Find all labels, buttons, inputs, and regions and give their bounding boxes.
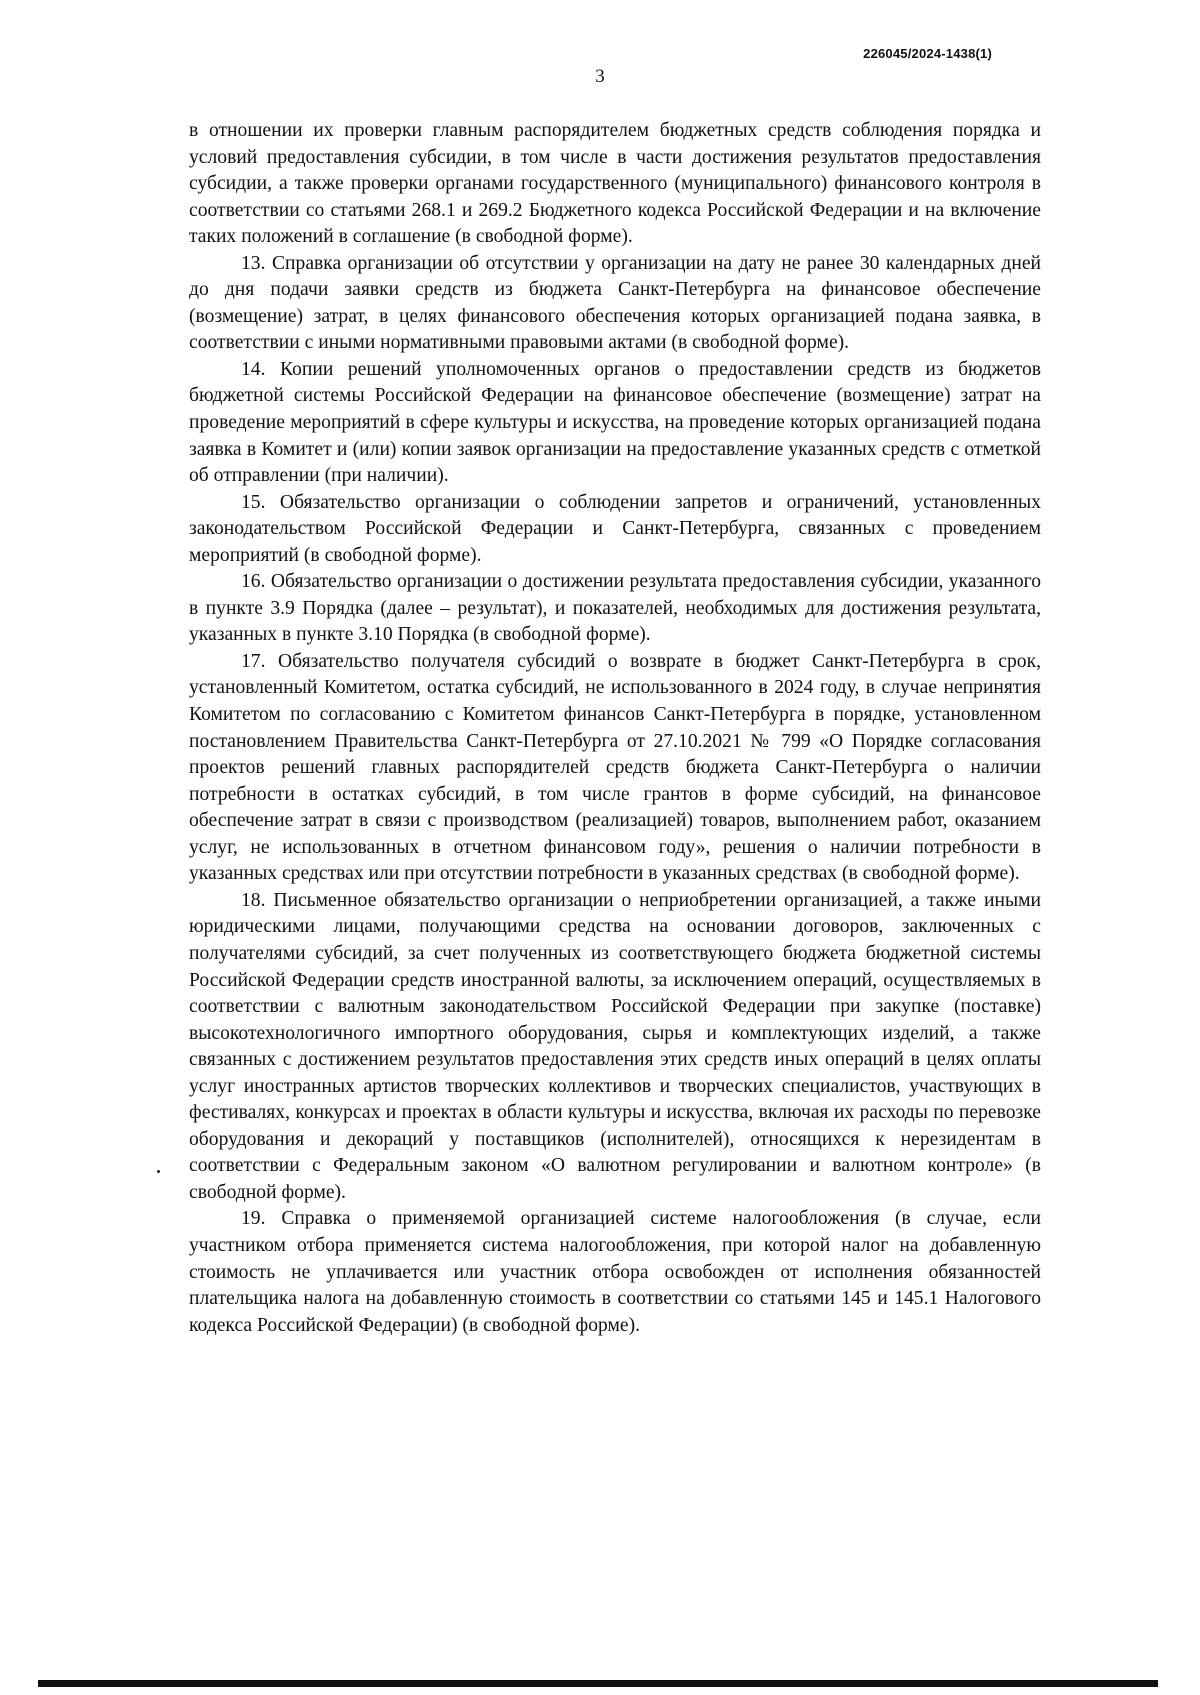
paragraph-item-18: 18. Письменное обязательство организации о неприобретении организацией, а также иными юридическими лицами, получающими средства на основании договоров, заключенных с получателями субсидий, за счет полученных из соответствующего бюджета бюджетной системы Российской Федерации средств иностранной валюты, за исключением операций, осуществляемых в соответствии с валютным законодательством Российской Федерации при закупке (поставке) высокотехнологичного импортного оборудования, сырья и комплектующих изделий, а также связанных с достижением результатов предоставления этих средств иных операций в целях оплаты услуг иностранных артистов творческих коллективов и творческих специалистов, участвующих в фестивалях, конкурсах и проектах в области культуры и искусства, включая их расходы по перевозке оборудования и декораций у поставщиков (исполнителей), относящихся к нерезидентам в соответствии с Федеральным законом «О валютном регулировании и валютном контроле» (в свободной форме). <box>189 889 1041 1203</box>
paragraph-continuation: в отношении их проверки главным распорядителем бюджетных средств соблюдения порядка и условий предоставления субсидии, в том числе в части достижения результатов предоставления субсидии, а также проверки органами государственного (муниципального) финансового контроля в соответствии со статьями 268.1 и 269.2 Бюджетного кодекса Российской Федерации и на включение таких положений в соглашение (в свободной форме). <box>189 120 1041 248</box>
document-body <box>189 118 1041 1339</box>
paragraph-item-19: 19. Справка о применяемой организацией системе налогообложения (в случае, если участником отбора применяется система налогообложения, при которой налог на добавленную стоимость не уплачивается или участник отбора освобожден от исполнения обязанностей плательщика налога на добавленную стоимость в соответствии со статьями 145 и 145.1 Налогового кодекса Российской Федерации) (в свободной форме). <box>189 1208 1041 1336</box>
paragraph-item-17: 17. Обязательство получателя субсидий о возврате в бюджет Санкт-Петербурга в срок, установленный Комитетом, остатка субсидий, не использованного в 2024 году, в случае непринятия Комитетом по согласованию с Комитетом финансов Санкт-Петербурга в порядке, установленном постановлением Правительства Санкт-Петербурга от 27.10.2021 № 799 «О Порядке согласования проектов решений главных распорядителей средств бюджета Санкт-Петербурга о наличии потребности в остатках субсидий, в том числе грантов в форме субсидий, на финансовое обеспечение затрат в связи с производством (реализацией) товаров, выполнением работ, оказанием услуг, не использованных в отчетном финансовом году», решения о наличии потребности в указанных средствах или при отсутствии потребности в указанных средствах (в свободной форме). <box>189 650 1041 885</box>
paragraph-item-16: 16. Обязательство организации о достижении результата предоставления субсидии, указанного в пункте 3.9 Порядка (далее – результат), и показателей, необходимых для достижения результата, указанных в пункте 3.10 Порядка (в свободной форме). <box>189 571 1041 646</box>
scan-dot-mark <box>157 1170 160 1173</box>
paragraph-item-14: 14. Копии решений уполномоченных органов о предоставлении средств из бюджетов бюджетной системы Российской Федерации на финансовое обеспечение (возмещение) затрат на проведение мероприятий в сфере культуры и искусства, на проведение которых организацией подана заявка в Комитет и (или) копии заявок организации на предоставление указанных средств с отметкой об отправлении (при наличии). <box>189 358 1041 487</box>
scan-bottom-edge <box>38 1680 1158 1687</box>
document-id: 226045/2024-1438(1) <box>863 46 992 61</box>
page-number: 3 <box>595 66 605 87</box>
paragraph-item-15: 15. Обязательство организации о соблюдении запретов и ограничений, установленных законодательством Российской Федерации и Санкт-Петербурга, связанных с проведением мероприятий (в свободной форме). <box>189 491 1041 566</box>
paragraph-item-13: 13. Справка организации об отсутствии у организации на дату не ранее 30 календарных дней до дня подачи заявки средств из бюджета Санкт-Петербурга на финансовое обеспечение (возмещение) затрат, в целях финансового обеспечения которых организацией подана заявка, в соответствии с иными нормативными правовыми актами (в свободной форме). <box>189 252 1041 354</box>
